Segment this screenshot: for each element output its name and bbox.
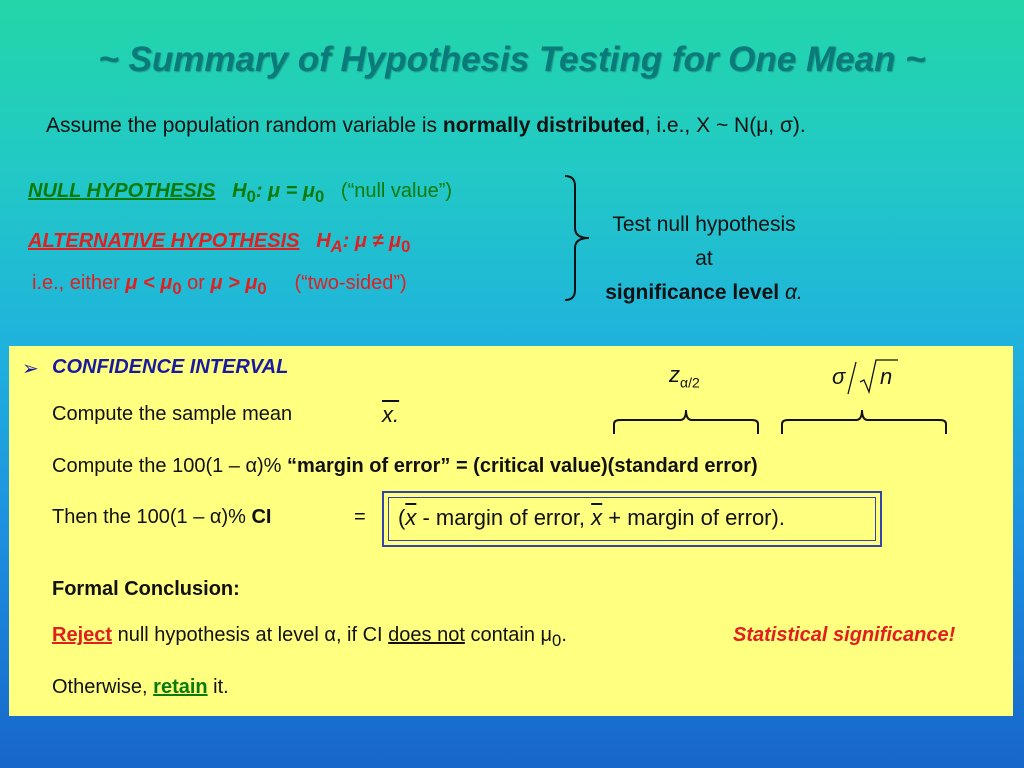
either-pre: i.e., either	[32, 272, 126, 294]
step-ci: Then the 100(1 – α)% CI	[52, 506, 272, 528]
critical-value-underbrace-icon	[612, 404, 760, 436]
bullet-arrow-icon: ➢	[22, 358, 39, 380]
sample-mean-xbar: x.	[382, 402, 400, 427]
standard-error-underbrace-icon	[780, 404, 948, 436]
alternative-hypothesis-line	[28, 230, 410, 257]
assumption-bold: normally distributed	[442, 114, 645, 137]
critical-value-label: $z_{\alpha/2}$	[669, 362, 700, 391]
standard-error-n: n	[880, 364, 893, 389]
either-a: μ < μ	[125, 272, 173, 294]
null-expr: : μ = μ	[255, 180, 315, 202]
assumption-post: , i.e., X ~ N(μ, σ).	[644, 114, 806, 137]
reject-word: Reject	[52, 624, 113, 646]
statistical-significance-note: Statistical significance!	[733, 624, 956, 646]
retain-line: Otherwise, retain it.	[52, 676, 229, 698]
alt-expr-sub: 0	[401, 237, 411, 256]
reject-line: Reject null hypothesis at level α, if CI does not contain $\mu_0$.	[52, 624, 567, 650]
either-or: or	[181, 272, 211, 294]
null-hypothesis-label: NULL HYPOTHESIS	[28, 180, 216, 202]
null-note: (“null value”)	[340, 180, 453, 202]
step-margin-of-error: Compute the 100(1 – α)% “margin of error” = (critical value)(standard error)	[52, 455, 758, 477]
significance-note	[604, 208, 804, 310]
assumption-pre: Assume the population random variable is	[46, 114, 443, 137]
alt-h-symbol: $H_A$	[316, 230, 343, 256]
page-title: ~ Summary of Hypothesis Testing for One Mean ~	[98, 40, 926, 79]
ci-formula: ($\overline{x}$ - margin of error, $\overline{x}$ + margin of error).	[398, 505, 785, 530]
null-h-symbol: $H_0$	[232, 180, 256, 206]
alt-expr: : μ ≠ μ	[342, 230, 402, 252]
two-sided-line: i.e., either $\mu < \mu_0$ or $\mu > \mu_0$ (“two-sided”)	[32, 272, 407, 298]
retain-word: retain	[153, 676, 208, 698]
standard-error-sigma: σ	[832, 364, 846, 389]
does-not-text: does not	[388, 624, 465, 646]
null-expr-sub: 0	[314, 187, 325, 206]
significance-bold: significance level	[605, 281, 780, 304]
two-sided-note: (“two-sided”)	[294, 272, 407, 294]
significance-line1: Test null hypothesis at	[612, 213, 796, 270]
formal-conclusion-heading: Formal Conclusion:	[52, 578, 240, 600]
step-sample-mean: Compute the sample mean	[52, 403, 293, 425]
either-b: μ > μ	[210, 272, 258, 294]
assumption-line	[46, 114, 806, 138]
right-brace-icon	[563, 172, 591, 302]
ci-heading: CONFIDENCE INTERVAL	[52, 356, 289, 378]
significance-symbol: α.	[779, 281, 803, 304]
ci-equals: =	[354, 506, 366, 528]
alternative-hypothesis-label: ALTERNATIVE HYPOTHESIS	[28, 230, 300, 252]
null-hypothesis-line	[28, 180, 452, 207]
